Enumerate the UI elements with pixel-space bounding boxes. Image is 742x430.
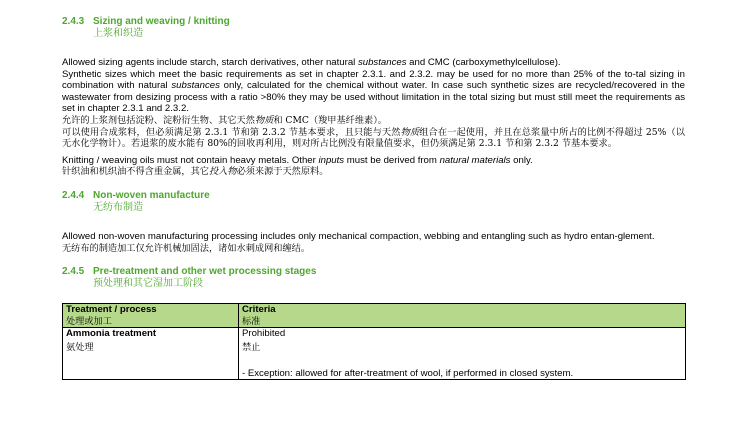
section-number: 2.4.5 bbox=[62, 266, 85, 278]
paragraph-synthetic-sizes: Synthetic sizes which meet the basic requirements as set in chapter 2.3.1. and 2.3.2. may be used for no more than 25% of the to-tal sizing in combination with natural substances only, calculated for the chemical without water. In case such synthetic sizes are recycled/recovered in the wastewater from desizing process with a ratio >80% they may be used without limitation in the total sizing but must still meet the requirements as set in chapter 2.3.1 and 2.3.2. bbox=[62, 68, 685, 115]
paragraph-sizing-agents: Allowed sizing agents include starch, starch derivatives, other natural substances and CMC (carboxymethylcellulose). bbox=[62, 57, 561, 68]
table-row bbox=[63, 328, 686, 380]
section-heading-2-4-5 bbox=[62, 266, 685, 278]
section-heading-2-4-3 bbox=[62, 16, 685, 28]
paragraph-knitting-oils-cn: 针织油和机织油不得含重金属，其它投入物必须来源于天然原料。 bbox=[62, 166, 329, 178]
table-header-treatment: Treatment / process 处理或加工 bbox=[63, 304, 239, 328]
table-cell-treatment: Ammonia treatment 氨处理 bbox=[63, 328, 239, 380]
section-number: 2.4.4 bbox=[62, 189, 85, 201]
paragraph-non-woven-cn: 无纺布的制造加工仅允许机械加固法，诸如水刺成网和缠结。 bbox=[62, 242, 311, 254]
section-number: 2.4.3 bbox=[62, 16, 85, 27]
section-title-cn: 上浆和织造 bbox=[93, 28, 143, 39]
section-title-cn: 无纺布制造 bbox=[93, 201, 143, 213]
section-title: Pre-treatment and other wet processing stages bbox=[93, 266, 317, 278]
section-heading-2-4-4 bbox=[62, 190, 685, 202]
section-title: Non-woven manufacture bbox=[93, 189, 210, 201]
section-title: Sizing and weaving / knitting bbox=[93, 16, 230, 27]
table-cell-criteria: Prohibited 禁止 - Exception: allowed for after-treatment of wool, if performed in closed system. bbox=[239, 328, 686, 380]
table-header-criteria: Criteria 标准 bbox=[239, 304, 686, 328]
section-title-cn: 预处理和其它湿加工阶段 bbox=[93, 278, 203, 290]
paragraph-non-woven: Allowed non-woven manufacturing processing includes only mechanical compaction, webbing and entangling such as hydro entan-glement. bbox=[62, 230, 655, 242]
criteria-table bbox=[62, 303, 686, 380]
table-header-row bbox=[63, 304, 686, 328]
paragraph-knitting-oils: Knitting / weaving oils must not contain heavy metals. Other inputs must be derived from natural materials only. bbox=[62, 154, 533, 166]
paragraph-sizing-agents-cn: 允许的上浆剂包括淀粉、淀粉衍生物、其它天然物质和 CMC（羧甲基纤维素）。 bbox=[62, 114, 387, 126]
paragraph-synthetic-sizes-cn: 可以使用合成浆料，但必须满足第 2.3.1 节和第 2.3.2 节基本要求，且只能与天然物质组合在一起使用，并且在总浆量中所占的比例不得超过 25%（以无水化学物计）。若退浆的废水能有 80%的回收再利用，则对所占比例没有限量值要求，但仍须满足第 2.3.1 节和第 2.3.2 节基本要求。 bbox=[62, 126, 685, 150]
document-page bbox=[62, 16, 685, 380]
